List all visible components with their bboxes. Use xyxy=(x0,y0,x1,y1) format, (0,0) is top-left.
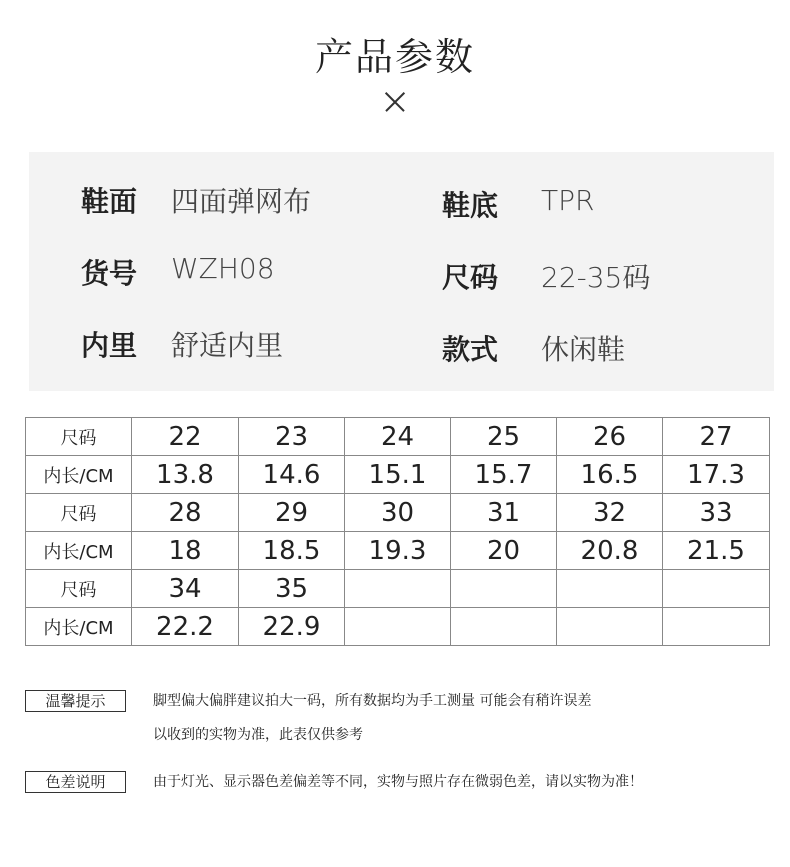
length-cell: 17.3 xyxy=(663,456,770,494)
spec-label: 鞋底 xyxy=(442,189,499,222)
length-cell xyxy=(345,608,451,646)
row-header: 内长/CM xyxy=(26,456,132,494)
length-cell: 13.8 xyxy=(132,456,239,494)
size-cell: 22 xyxy=(132,418,239,456)
size-cell: 29 xyxy=(239,494,345,532)
length-cell: 18 xyxy=(132,532,239,570)
length-cell: 20 xyxy=(451,532,557,570)
spec-label: 尺码 xyxy=(442,261,499,294)
table-row-size xyxy=(26,494,770,532)
color-note-text: 由于灯光、显示器色差偏差等不同，实物与照片存在微弱色差，请以实物为准！ xyxy=(153,774,643,790)
spec-label: 货号 xyxy=(81,257,138,290)
length-cell: 22.9 xyxy=(239,608,345,646)
size-cell: 30 xyxy=(345,494,451,532)
spec-label: 内里 xyxy=(81,329,138,362)
length-cell: 15.1 xyxy=(345,456,451,494)
row-header: 尺码 xyxy=(26,570,132,608)
size-cell xyxy=(345,570,451,608)
spec-label: 款式 xyxy=(442,333,499,366)
spec-value: 22-35码 xyxy=(541,261,651,294)
table-row-size xyxy=(26,570,770,608)
size-cell: 34 xyxy=(132,570,239,608)
table-row-length xyxy=(26,608,770,646)
length-cell xyxy=(663,608,770,646)
row-header: 内长/CM xyxy=(26,608,132,646)
table-row-length xyxy=(26,532,770,570)
spec-value: 休闲鞋 xyxy=(541,333,626,366)
size-cell xyxy=(663,570,770,608)
spec-value: WZH08 xyxy=(171,252,275,285)
size-cell: 23 xyxy=(239,418,345,456)
row-header: 尺码 xyxy=(26,418,132,456)
row-header: 尺码 xyxy=(26,494,132,532)
spec-value: 四面弹网布 xyxy=(171,185,312,218)
length-cell: 15.7 xyxy=(451,456,557,494)
length-cell: 14.6 xyxy=(239,456,345,494)
length-cell: 19.3 xyxy=(345,532,451,570)
table-row-size xyxy=(26,418,770,456)
spec-panel xyxy=(29,152,774,391)
length-cell xyxy=(451,608,557,646)
tip-label-box: 温馨提示 xyxy=(25,690,126,712)
size-cell: 26 xyxy=(557,418,663,456)
length-cell: 22.2 xyxy=(132,608,239,646)
close-cross-icon xyxy=(384,91,406,113)
size-cell xyxy=(557,570,663,608)
size-table xyxy=(25,417,770,646)
size-cell xyxy=(451,570,557,608)
length-cell: 16.5 xyxy=(557,456,663,494)
tip-text-line-2: 以收到的实物为准，此表仅供参考 xyxy=(153,727,363,743)
length-cell: 20.8 xyxy=(557,532,663,570)
size-cell: 31 xyxy=(451,494,557,532)
row-header: 内长/CM xyxy=(26,532,132,570)
table-row-length xyxy=(26,456,770,494)
size-cell: 27 xyxy=(663,418,770,456)
size-cell: 25 xyxy=(451,418,557,456)
size-cell: 24 xyxy=(345,418,451,456)
size-cell: 28 xyxy=(132,494,239,532)
spec-value: TPR xyxy=(541,184,595,217)
size-cell: 32 xyxy=(557,494,663,532)
spec-value: 舒适内里 xyxy=(171,329,284,362)
length-cell: 21.5 xyxy=(663,532,770,570)
size-cell: 35 xyxy=(239,570,345,608)
length-cell: 18.5 xyxy=(239,532,345,570)
size-cell: 33 xyxy=(663,494,770,532)
tip-text-line-1: 脚型偏大偏胖建议拍大一码，所有数据均为手工测量 可能会有稍许误差 xyxy=(153,693,592,709)
spec-label: 鞋面 xyxy=(81,185,138,218)
length-cell xyxy=(557,608,663,646)
color-label-box: 色差说明 xyxy=(25,771,126,793)
page-title: 产品参数 xyxy=(314,35,475,79)
